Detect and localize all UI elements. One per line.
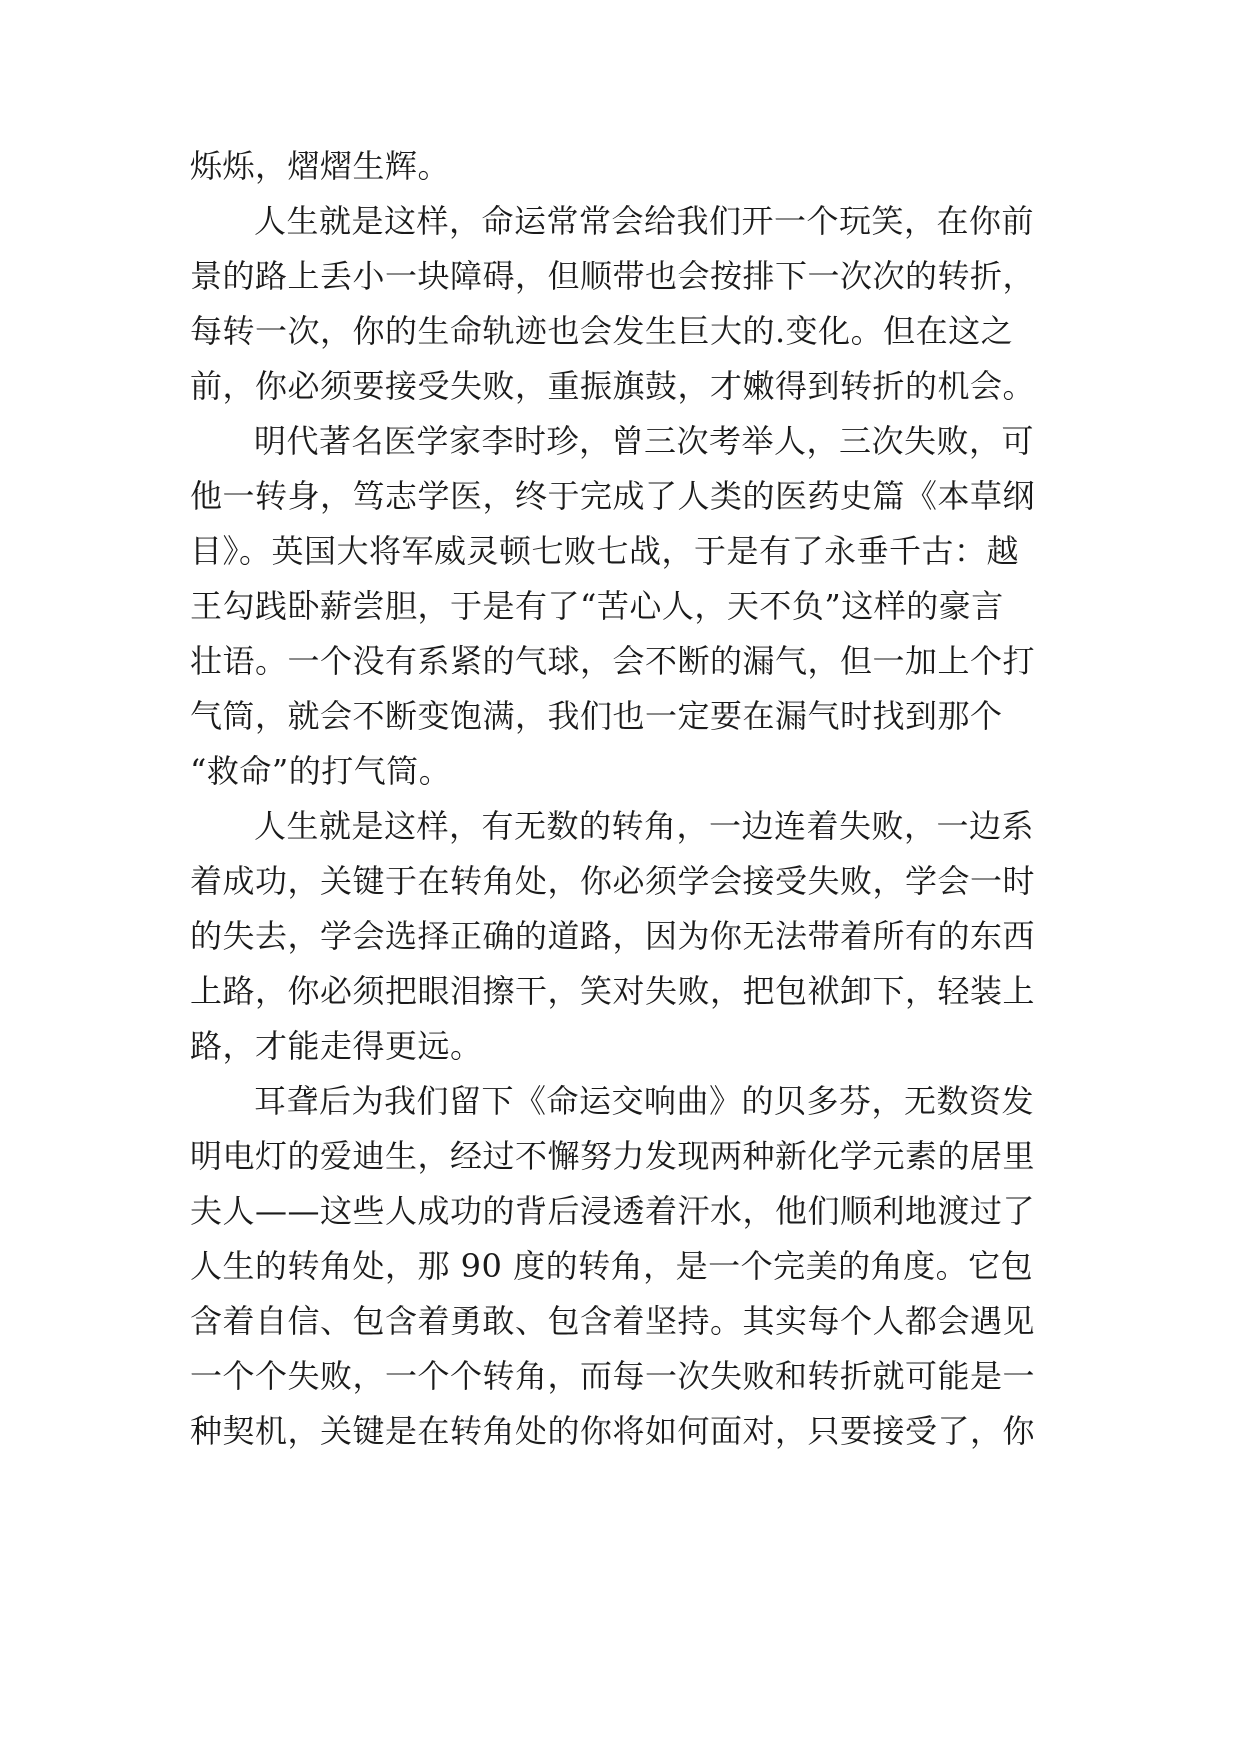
paragraph-first-line: 人生就是这样，命运常常会给我们开一个玩笑，在你前 (254, 202, 1035, 240)
text-line: 壮语。一个没有系紧的气球，会不断的漏气，但一加上个打 (190, 642, 1036, 680)
text-line: 王勾践卧薪尝胆，于是有了“苦心人，天不负”这样的豪言 (190, 587, 1004, 625)
text-line: 每转一次，你的生命轨迹也会发生巨大的.变化。但在这之 (190, 312, 1014, 350)
paragraph-first-line: 明代著名医学家李时珍，曾三次考举人，三次失败，可 (254, 422, 1035, 460)
text-line: 种契机，关键是在转角处的你将如何面对，只要接受了，你 (190, 1412, 1036, 1450)
text-line: 明电灯的爱迪生，经过不懈努力发现两种新化学元素的居里 (190, 1137, 1036, 1175)
text-line: 气筒，就会不断变饱满，我们也一定要在漏气时找到那个 (190, 697, 1003, 735)
text-line: 上路，你必须把眼泪擦干，笑对失败，把包袱卸下，轻装上 (190, 972, 1036, 1010)
text-line: 前，你必须要接受失败，重振旗鼓，才嫩得到转折的机会。 (190, 367, 1036, 405)
text-line: 的失去，学会选择正确的道路，因为你无法带着所有的东西 (190, 917, 1036, 955)
text-line: 他一转身，笃志学医，终于完成了人类的医药史篇《本草纲 (190, 477, 1036, 515)
text-line: 一个个失败，一个个转角，而每一次失败和转折就可能是一 (190, 1357, 1036, 1395)
text-line: 夫人——这些人成功的背后浸透着汗水，他们顺利地渡过了 (190, 1192, 1036, 1230)
text-line: 烁烁，熠熠生辉。 (190, 147, 451, 185)
paragraph-first-line: 耳聋后为我们留下《命运交响曲》的贝多芬，无数资发 (254, 1082, 1035, 1120)
text-line: “救命”的打气筒。 (190, 752, 452, 790)
text-line: 着成功，关键于在转角处，你必须学会接受失败，学会一时 (190, 862, 1036, 900)
text-line: 目》。英国大将军威灵顿七败七战，于是有了永垂千古：越 (190, 532, 1020, 570)
text-line: 路，才能走得更远。 (190, 1027, 483, 1065)
text-line: 人生的转角处，那 90 度的转角，是一个完美的角度。它包 (190, 1247, 1034, 1285)
text-line: 景的路上丢小一块障碍，但顺带也会按排下一次次的转折， (190, 257, 1036, 295)
text-line: 含着自信、包含着勇敢、包含着坚持。其实每个人都会遇见 (190, 1302, 1036, 1340)
paragraph-first-line: 人生就是这样，有无数的转角，一边连着失败，一边系 (254, 807, 1035, 845)
